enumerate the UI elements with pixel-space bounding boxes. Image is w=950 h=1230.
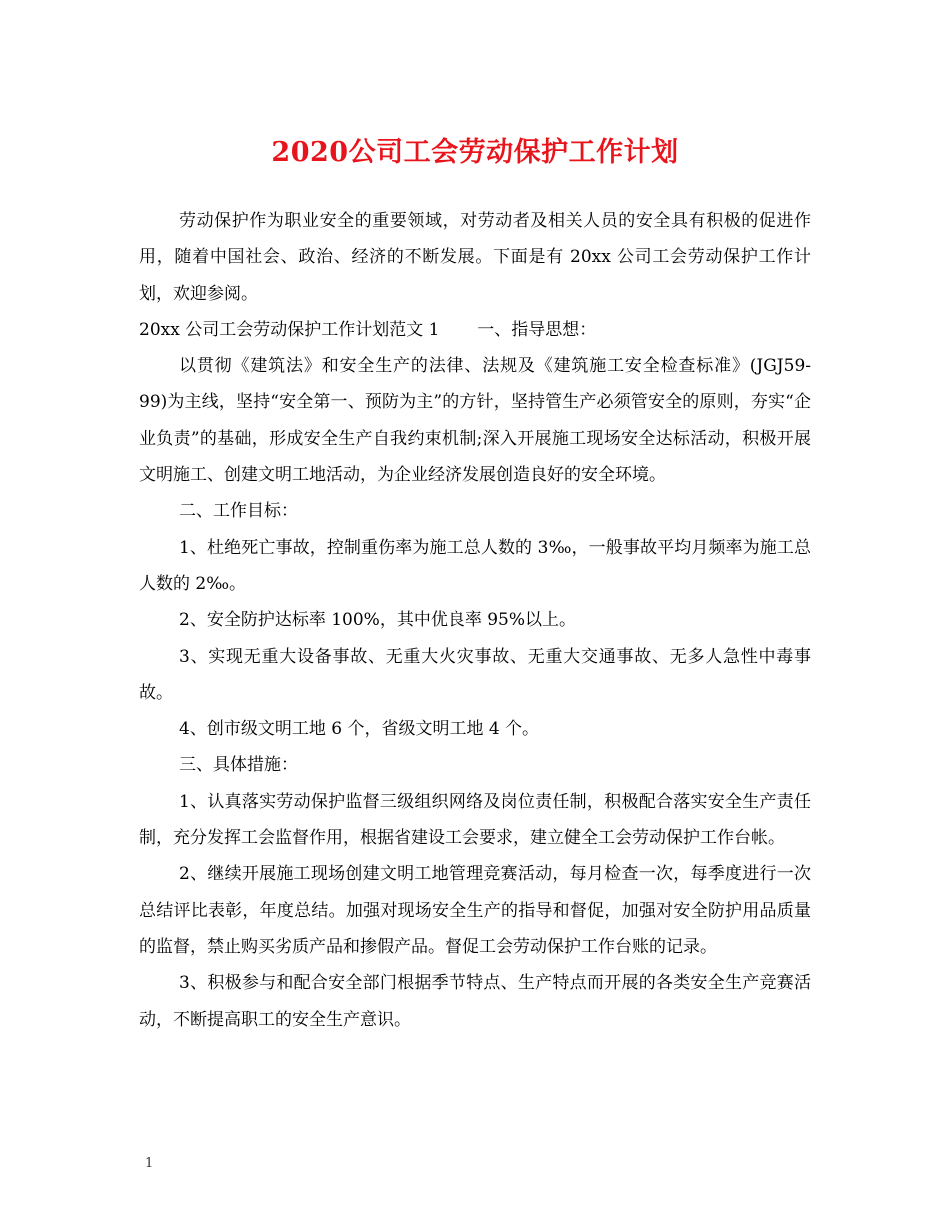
measures-heading: 三、具体措施： (179, 755, 298, 776)
guiding-thought-paragraph: 以贯彻《建筑法》和安全生产的法律、法规及《建筑施工安全检查标准》(JGJ59-99)为主线，坚持“安全第一、预防为主”的方针，坚持管生产必须管安全的原则，夯实“企业负责”的基础，形成安全生产自我约束机制;深入开展施工现场安全达标活动，积极开展文明施工、创建文明工地活动，为企业经济发展创造良好的安全环境。 (139, 356, 811, 486)
document-title: 2020公司工会劳动保护工作计划 (271, 137, 679, 168)
section-heading-line: 20xx 公司工会劳动保护工作计划范文 1 一、指导思想： (139, 319, 597, 340)
page-number: 1 (145, 1156, 154, 1171)
goal-item-1: 1、杜绝死亡事故，控制重伤率为施工总人数的 3‰，一般事故平均月频率为施工总人数的 2‰。 (139, 537, 811, 594)
document-body (139, 203, 811, 1038)
work-goals-heading: 二、工作目标： (179, 501, 298, 522)
goal-item-2: 2、安全防护达标率 100%，其中优良率 95%以上。 (179, 610, 577, 631)
measure-item-3: 3、积极参与和配合安全部门根据季节特点、生产特点而开展的各类安全生产竞赛活动，不断提高职工的安全生产意识。 (139, 973, 811, 1030)
measure-item-2: 2、继续开展施工现场创建文明工地管理竞赛活动，每月检查一次，每季度进行一次总结评比表彰，年度总结。加强对现场安全生产的指导和督促，加强对安全防护用品质量的监督，禁止购买劣质产品和掺假产品。督促工会劳动保护工作台账的记录。 (139, 864, 811, 957)
measure-item-1: 1、认真落实劳动保护监督三级组织网络及岗位责任制，积极配合落实安全生产责任制，充分发挥工会监督作用，根据省建设工会要求，建立健全工会劳动保护工作台帐。 (139, 791, 811, 849)
goal-item-3: 3、实现无重大设备事故、无重大火灾事故、无重大交通事故、无多人急性中毒事故。 (139, 646, 811, 703)
intro-paragraph: 劳动保护作为职业安全的重要领域，对劳动者及相关人员的安全具有积极的促进作用，随着中国社会、政治、经济的不断发展。下面是有 20xx 公司工会劳动保护工作计划，欢迎参阅。 (139, 211, 811, 304)
goal-item-4: 4、创市级文明工地 6 个，省级文明工地 4 个。 (179, 719, 540, 740)
